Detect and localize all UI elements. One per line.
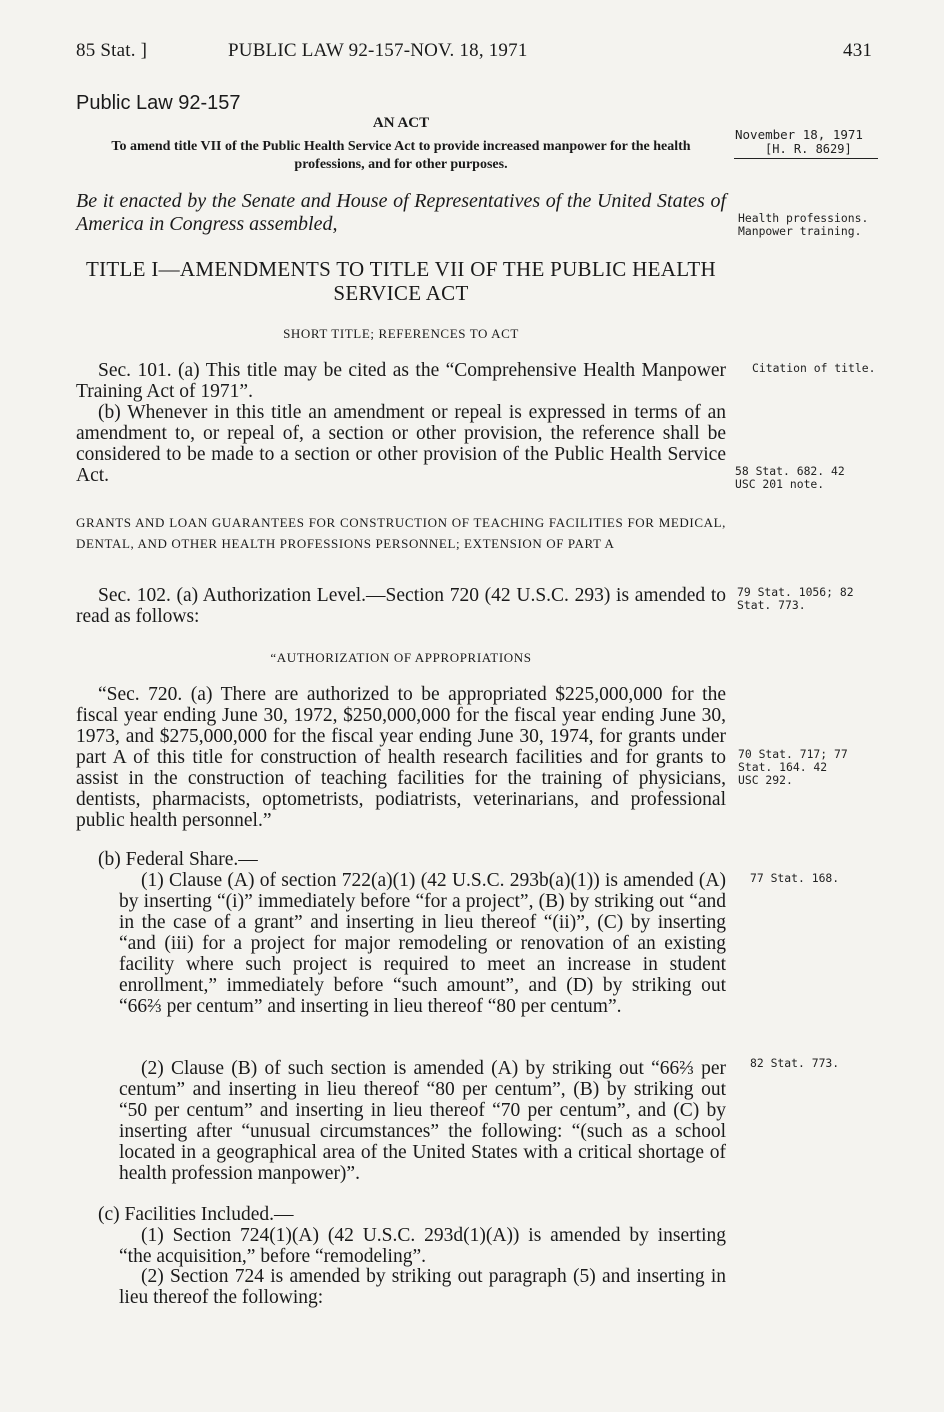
an-act-heading: AN ACT xyxy=(372,115,430,131)
running-title: PUBLIC LAW 92-157-NOV. 18, 1971 xyxy=(228,40,528,61)
bill-number: [H. R. 8629] xyxy=(765,142,852,156)
appropriations-heading: “AUTHORIZATION OF APPROPRIATIONS xyxy=(270,650,532,665)
facilities-paragraph-2: (2) Section 724 is amended by striking out paragraph (5) and inserting in lieu thereof the following: xyxy=(119,1266,726,1308)
enactment-date: November 18, 1971 xyxy=(735,127,863,142)
margin-note-82-stat: 82 Stat. 773. xyxy=(750,1056,840,1070)
section-102-a: Sec. 102. (a) Authorization Level.—Section 720 (42 U.S.C. 293) is amended to read as follows: xyxy=(76,585,726,627)
enacting-clause: Be it enacted by the Senate and House of Representatives of the United States of America in Congress assembled, xyxy=(76,190,726,235)
margin-note-79-stat: 79 Stat. 1056; 82 Stat. 773. xyxy=(737,585,854,612)
federal-share-heading: (b) Federal Share.— xyxy=(98,849,258,870)
facilities-included-heading: (c) Facilities Included.— xyxy=(98,1204,294,1225)
federal-share-paragraph-1: (1) Clause (A) of section 722(a)(1) (42 U.S.C. 293b(a)(1)) is amended (A) by inserting “(i)” immediately before “for a project”, (B) by striking out “and in the case of a grant” and inserting in lieu thereof “(ii)”, (C) by inserting “and (iii) for a project for major remodeling or renovation of an existing facility where such project is required to meet an increase in student enrollment,” immediately before “such amount”, and (D) by striking out “66⅔ per centum” and inserting in lieu thereof “80 per centum”. xyxy=(119,870,726,1017)
margin-note-health-professions: Health professions. Manpower training. xyxy=(738,211,869,238)
margin-note-70-stat: 70 Stat. 717; 77 Stat. 164. 42 USC 292. xyxy=(738,747,848,787)
short-title-heading: SHORT TITLE; REFERENCES TO ACT xyxy=(283,326,519,341)
facilities-paragraph-1: (1) Section 724(1)(A) (42 U.S.C. 293d(1)(A)) is amended by inserting “the acquisition,” before “remodeling”. xyxy=(119,1225,726,1267)
act-purpose: To amend title VII of the Public Health Service Act to provide increased manpower for the health professions, and for other purposes. xyxy=(111,139,691,172)
federal-share-paragraph-2: (2) Clause (B) of such section is amended (A) by striking out “66⅔ per centum” and inserting in lieu thereof “80 per centum”, (B) by striking out “50 per centum” and inserting in lieu thereof “70 per centum”, and (C) by inserting after “unusual circumstances” the following: “(such as a school located in a geographical area of the United States with a critical shortage of health profession manpower)”. xyxy=(119,1058,726,1184)
page-number: 431 xyxy=(843,40,873,61)
section-101-a: Sec. 101. (a) This title may be cited as the “Comprehensive Health Manpower Training Act of 1971”. xyxy=(76,360,726,402)
law-number: Public Law 92-157 xyxy=(76,92,241,114)
margin-note-citation: Citation of title. xyxy=(752,361,876,375)
margin-note-77-stat: 77 Stat. 168. xyxy=(750,871,840,885)
section-101-b: (b) Whenever in this title an amendment or repeal is expressed in terms of an amendment to, or repeal of, a section or other provision, the reference shall be considered to be made to a section or other provision of the Public Health Service Act. xyxy=(76,402,726,486)
margin-rule xyxy=(734,158,878,159)
grants-heading: GRANTS AND LOAN GUARANTEES FOR CONSTRUCTION OF TEACHING FACILITIES FOR MEDICAL, DENTAL, AND OTHER HEALTH PROFESSIONS PERSONNEL; EXTENSION OF PART A xyxy=(76,515,726,551)
section-720: “Sec. 720. (a) There are authorized to be appropriated $225,000,000 for the fiscal year ending June 30, 1972, $250,000,000 for the fiscal year ending June 30, 1973, and $275,000,000 for the fiscal year ending June 30, 1974, for grants under part A of this title for construction of health research facilities and for grants to assist in the construction of teaching facilities for the training of physicians, dentists, pharmacists, optometrists, podiatrists, veterinarians, and professional public health personnel.” xyxy=(76,684,726,831)
title-heading: TITLE I—AMENDMENTS TO TITLE VII OF THE PUBLIC HEALTH SERVICE ACT xyxy=(85,257,716,305)
margin-note-58-stat: 58 Stat. 682. 42 USC 201 note. xyxy=(735,464,845,491)
stat-reference: 85 Stat. ] xyxy=(76,40,148,61)
